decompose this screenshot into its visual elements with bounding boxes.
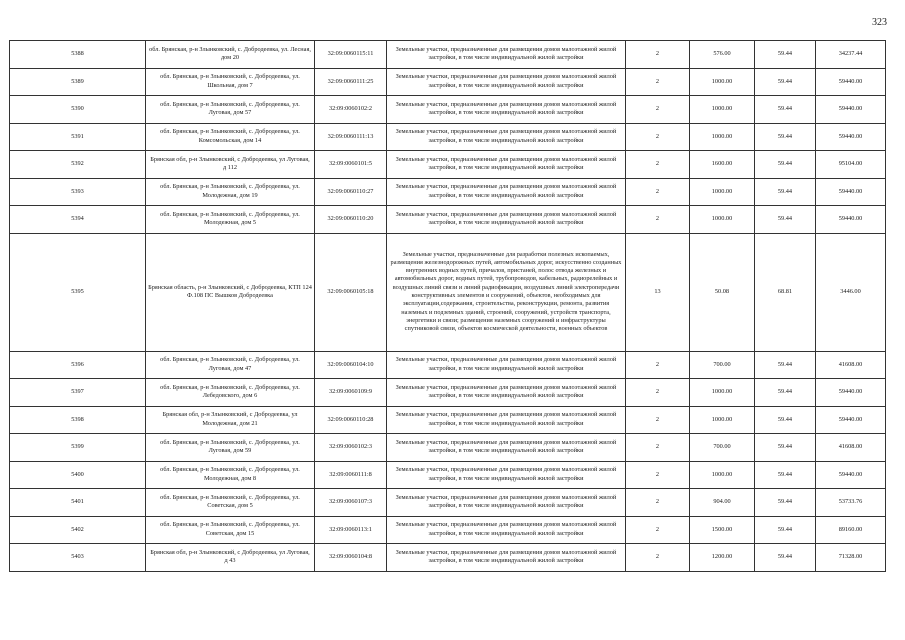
parcel-id-cell: 5402	[10, 516, 146, 544]
rate-cell: 59.44	[755, 206, 816, 234]
table-row	[10, 516, 886, 544]
table-row	[10, 489, 886, 517]
rate-cell: 59.44	[755, 41, 816, 69]
page-number: 323	[872, 17, 887, 28]
land-use-cell: Земельные участки, предназначенные для размещения домов малоэтажной жилой застройки, в том числе индивидуальной жилой застройки	[387, 351, 626, 379]
cadastral-value-cell: 59440.00	[816, 406, 886, 434]
use-group-cell: 2	[626, 178, 690, 206]
parcel-id-cell: 5393	[10, 178, 146, 206]
rate-cell: 59.44	[755, 96, 816, 124]
address-cell: Брянская область, р-н Злынковский, с Добродеевка, КТП 124 Ф.108 ПС Вышков Добродеевка	[146, 233, 315, 351]
rate-cell: 59.44	[755, 351, 816, 379]
cadastral-value-cell: 95104.00	[816, 151, 886, 179]
land-use-cell: Земельные участки, предназначенные для размещения домов малоэтажной жилой застройки, в том числе индивидуальной жилой застройки	[387, 379, 626, 407]
land-use-cell: Земельные участки, предназначенные для размещения домов малоэтажной жилой застройки, в том числе индивидуальной жилой застройки	[387, 206, 626, 234]
table-row	[10, 351, 886, 379]
table-row	[10, 406, 886, 434]
parcel-id-cell: 5403	[10, 544, 146, 572]
rate-cell: 59.44	[755, 68, 816, 96]
area-cell: 1000.00	[690, 461, 755, 489]
parcel-id-cell: 5400	[10, 461, 146, 489]
use-group-cell: 2	[626, 489, 690, 517]
address-cell: обл. Брянская, р-н Злынковский, с. Добродеевка, ул. Луговая, дом 57	[146, 96, 315, 124]
cadastral-value-cell: 53733.76	[816, 489, 886, 517]
cadastral-number-cell: 32:09:0060113:1	[315, 516, 387, 544]
cadastral-number-cell: 32:09:0060110:20	[315, 206, 387, 234]
use-group-cell: 2	[626, 544, 690, 572]
cadastral-value-cell: 41608.00	[816, 434, 886, 462]
area-cell: 700.00	[690, 351, 755, 379]
table-row	[10, 461, 886, 489]
table-row	[10, 233, 886, 351]
parcel-id-cell: 5390	[10, 96, 146, 124]
use-group-cell: 2	[626, 461, 690, 489]
land-parcel-table	[9, 40, 886, 572]
cadastral-number-cell: 32:09:0060111:25	[315, 68, 387, 96]
address-cell: обл. Брянская, р-н Злынковский, с. Добродеевка, ул. Молодежная, дом 8	[146, 461, 315, 489]
cadastral-value-cell: 59440.00	[816, 96, 886, 124]
area-cell: 1600.00	[690, 151, 755, 179]
rate-cell: 59.44	[755, 151, 816, 179]
use-group-cell: 2	[626, 379, 690, 407]
area-cell: 1000.00	[690, 206, 755, 234]
parcel-id-cell: 5395	[10, 233, 146, 351]
land-use-cell: Земельные участки, предназначенные для размещения домов малоэтажной жилой застройки, в том числе индивидуальной жилой застройки	[387, 489, 626, 517]
area-cell: 1000.00	[690, 123, 755, 151]
parcel-id-cell: 5392	[10, 151, 146, 179]
rate-cell: 59.44	[755, 461, 816, 489]
address-cell: обл. Брянская, р-н Злынковский, с. Добродеевка, ул. Молодежная, дом 19	[146, 178, 315, 206]
parcel-id-cell: 5397	[10, 379, 146, 407]
cadastral-value-cell: 71328.00	[816, 544, 886, 572]
area-cell: 576.00	[690, 41, 755, 69]
land-use-cell: Земельные участки, предназначенные для размещения домов малоэтажной жилой застройки, в том числе индивидуальной жилой застройки	[387, 544, 626, 572]
cadastral-value-cell: 41608.00	[816, 351, 886, 379]
address-cell: обл. Брянская, р-н Злынковский, с. Добродеевка, ул. Луговая, дом 47	[146, 351, 315, 379]
cadastral-number-cell: 32:09:0060101:5	[315, 151, 387, 179]
rate-cell: 59.44	[755, 516, 816, 544]
rate-cell: 59.44	[755, 123, 816, 151]
use-group-cell: 2	[626, 351, 690, 379]
use-group-cell: 2	[626, 516, 690, 544]
address-cell: обл. Брянская, р-н Злынковский, с. Добродеевка, ул. Молодежная, дом 5	[146, 206, 315, 234]
rate-cell: 59.44	[755, 489, 816, 517]
cadastral-value-cell: 59440.00	[816, 68, 886, 96]
rate-cell: 59.44	[755, 544, 816, 572]
table-body	[10, 41, 886, 572]
address-cell: Брянская обл, р-н Злынковский, с Добродеевка, ул Молодежная, дом 21	[146, 406, 315, 434]
table-row	[10, 41, 886, 69]
land-use-cell: Земельные участки, предназначенные для размещения домов малоэтажной жилой застройки, в том числе индивидуальной жилой застройки	[387, 96, 626, 124]
rate-cell: 59.44	[755, 379, 816, 407]
cadastral-value-cell: 59440.00	[816, 379, 886, 407]
cadastral-number-cell: 32:09:0060115:11	[315, 41, 387, 69]
parcel-id-cell: 5389	[10, 68, 146, 96]
address-cell: Брянская обл, р-н Злынковский, с Добродеевка, ул Луговая, д 112	[146, 151, 315, 179]
cadastral-number-cell: 32:09:0060109:9	[315, 379, 387, 407]
parcel-id-cell: 5401	[10, 489, 146, 517]
use-group-cell: 2	[626, 434, 690, 462]
rate-cell: 59.44	[755, 178, 816, 206]
table-row	[10, 96, 886, 124]
use-group-cell: 2	[626, 123, 690, 151]
address-cell: Брянская обл, р-н Злынковский, с Добродеевка, ул Луговая, д 43	[146, 544, 315, 572]
table-row	[10, 434, 886, 462]
area-cell: 1000.00	[690, 178, 755, 206]
table-row	[10, 178, 886, 206]
cadastral-value-cell: 3446.00	[816, 233, 886, 351]
cadastral-number-cell: 32:09:0060104:8	[315, 544, 387, 572]
area-cell: 1000.00	[690, 379, 755, 407]
cadastral-number-cell: 32:09:0060110:27	[315, 178, 387, 206]
area-cell: 1000.00	[690, 406, 755, 434]
use-group-cell: 13	[626, 233, 690, 351]
address-cell: обл. Брянская, р-н Злынковский, с. Добродеевка, ул. Советская, дом 15	[146, 516, 315, 544]
cadastral-number-cell: 32:09:0060111:8	[315, 461, 387, 489]
land-use-cell: Земельные участки, предназначенные для разработки полезных ископаемых, размещения железнодорожных путей, автомобильных дорог, искусственно созданных внутренних водных путей, причалов, пристаней, полос отвода железных и автомобильных дорог, водных путей, трубопроводов, кабельных, радиорелейных и воздушных линий связи и линий радиофикации, воздушных линий электропередачи конструктивных элементов и сооружений, объектов, необходимых для эксплуатации,содержания, строительства, реконструкции, ремонта, развития наземных и подземных зданий, строений, сооружений, устройств транспорта, энергетики и связи; размещения наземных сооружений и инфраструктуры спутниковой связи, объектов космической деятельности, военных объектов	[387, 233, 626, 351]
land-use-cell: Земельные участки, предназначенные для размещения домов малоэтажной жилой застройки, в том числе индивидуальной жилой застройки	[387, 434, 626, 462]
table-row	[10, 68, 886, 96]
rate-cell: 59.44	[755, 434, 816, 462]
parcel-id-cell: 5388	[10, 41, 146, 69]
cadastral-number-cell: 32:09:0060102:2	[315, 96, 387, 124]
use-group-cell: 2	[626, 206, 690, 234]
address-cell: обл. Брянская, р-н Злынковский, с. Добродеевка, ул. Комсомольская, дом 14	[146, 123, 315, 151]
land-use-cell: Земельные участки, предназначенные для размещения домов малоэтажной жилой застройки, в том числе индивидуальной жилой застройки	[387, 178, 626, 206]
use-group-cell: 2	[626, 151, 690, 179]
use-group-cell: 2	[626, 41, 690, 69]
area-cell: 1000.00	[690, 68, 755, 96]
address-cell: обл. Брянская, р-н Злынковский, с. Добродеевка, ул. Лесная, дом 20	[146, 41, 315, 69]
use-group-cell: 2	[626, 68, 690, 96]
address-cell: обл. Брянская, р-н Злынковский, с. Добродеевка, ул. Луговая, дом 59	[146, 434, 315, 462]
land-use-cell: Земельные участки, предназначенные для размещения домов малоэтажной жилой застройки, в том числе индивидуальной жилой застройки	[387, 151, 626, 179]
cadastral-value-cell: 59440.00	[816, 123, 886, 151]
area-cell: 700.00	[690, 434, 755, 462]
address-cell: обл. Брянская, р-н Злынковский, с. Добродеевка, ул. Лебедовского, дом 6	[146, 379, 315, 407]
area-cell: 50.08	[690, 233, 755, 351]
area-cell: 1000.00	[690, 96, 755, 124]
cadastral-value-cell: 59440.00	[816, 461, 886, 489]
parcel-id-cell: 5398	[10, 406, 146, 434]
cadastral-number-cell: 32:09:0060107:3	[315, 489, 387, 517]
table-row	[10, 379, 886, 407]
rate-cell: 59.44	[755, 406, 816, 434]
address-cell: обл. Брянская, р-н Злынковский, с. Добродеевка, ул. Советская, дом 5	[146, 489, 315, 517]
cadastral-number-cell: 32:09:0060105:18	[315, 233, 387, 351]
cadastral-number-cell: 32:09:0060110:28	[315, 406, 387, 434]
use-group-cell: 2	[626, 96, 690, 124]
parcel-id-cell: 5399	[10, 434, 146, 462]
land-use-cell: Земельные участки, предназначенные для размещения домов малоэтажной жилой застройки, в том числе индивидуальной жилой застройки	[387, 123, 626, 151]
parcel-id-cell: 5391	[10, 123, 146, 151]
table-row	[10, 123, 886, 151]
cadastral-number-cell: 32:09:0060104:10	[315, 351, 387, 379]
area-cell: 1500.00	[690, 516, 755, 544]
land-use-cell: Земельные участки, предназначенные для размещения домов малоэтажной жилой застройки, в том числе индивидуальной жилой застройки	[387, 406, 626, 434]
area-cell: 904.00	[690, 489, 755, 517]
area-cell: 1200.00	[690, 544, 755, 572]
table-row	[10, 151, 886, 179]
cadastral-value-cell: 34237.44	[816, 41, 886, 69]
cadastral-number-cell: 32:09:0060102:3	[315, 434, 387, 462]
address-cell: обл. Брянская, р-н Злынковский, с. Добродеевка, ул. Школьная, дом 7	[146, 68, 315, 96]
land-use-cell: Земельные участки, предназначенные для размещения домов малоэтажной жилой застройки, в том числе индивидуальной жилой застройки	[387, 461, 626, 489]
land-use-cell: Земельные участки, предназначенные для размещения домов малоэтажной жилой застройки, в том числе индивидуальной жилой застройки	[387, 516, 626, 544]
cadastral-value-cell: 59440.00	[816, 206, 886, 234]
cadastral-number-cell: 32:09:0060111:13	[315, 123, 387, 151]
land-use-cell: Земельные участки, предназначенные для размещения домов малоэтажной жилой застройки, в том числе индивидуальной жилой застройки	[387, 68, 626, 96]
cadastral-value-cell: 89160.00	[816, 516, 886, 544]
table-row	[10, 544, 886, 572]
table-row	[10, 206, 886, 234]
use-group-cell: 2	[626, 406, 690, 434]
cadastral-value-cell: 59440.00	[816, 178, 886, 206]
land-use-cell: Земельные участки, предназначенные для размещения домов малоэтажной жилой застройки, в том числе индивидуальной жилой застройки	[387, 41, 626, 69]
parcel-id-cell: 5394	[10, 206, 146, 234]
parcel-id-cell: 5396	[10, 351, 146, 379]
rate-cell: 68.81	[755, 233, 816, 351]
